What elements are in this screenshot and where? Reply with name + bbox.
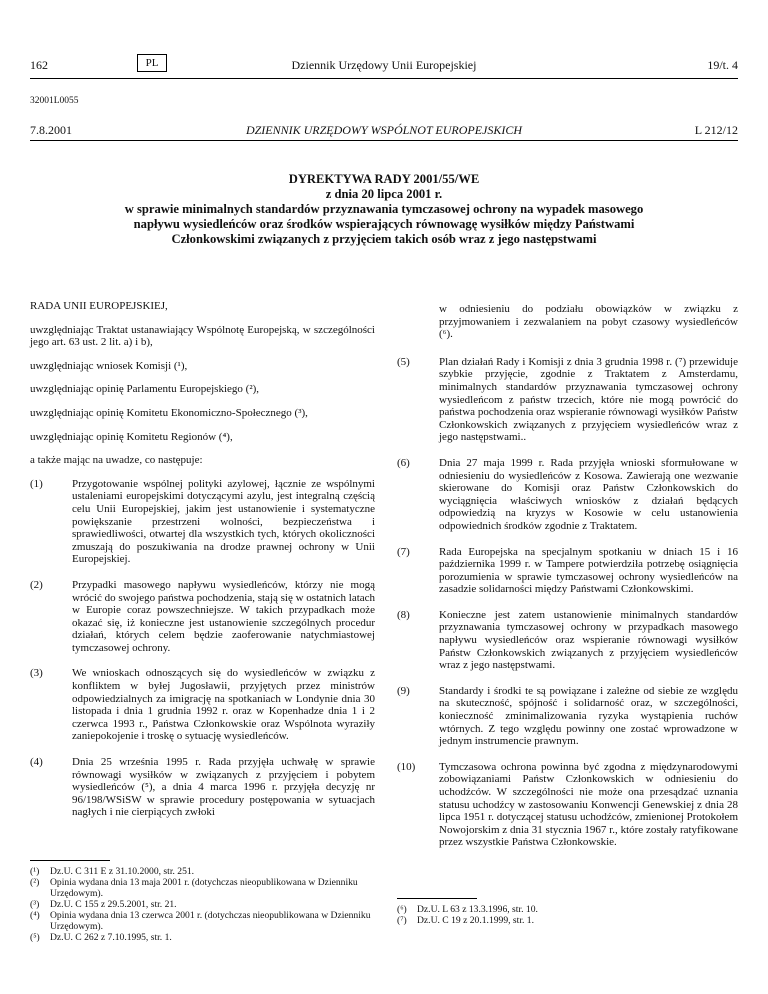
recitals-intro: a także mając na uwadze, co następuje: <box>30 454 203 467</box>
recital <box>397 609 738 672</box>
title-line: z dnia 20 lipca 2001 r. <box>325 187 443 201</box>
recital-number: (2) <box>30 578 43 591</box>
citation: uwzględniając opinię Komitetu Ekonomiczno-Społecznego (³), <box>30 406 308 419</box>
citation: uwzględniając Traktat ustanawiający Wspólnotę Europejską, w szczególności jego art. 63 ust. 2 lit. a) i b), <box>30 323 375 349</box>
recital <box>30 478 375 566</box>
footnote-marker: (³) <box>30 899 40 910</box>
recital-number: (4) <box>30 756 43 769</box>
left-column <box>30 300 375 832</box>
recital-number: (7) <box>397 545 410 558</box>
footnote-marker: (⁷) <box>397 915 407 926</box>
recital-number: (6) <box>397 456 410 469</box>
recital <box>397 685 738 748</box>
page-number: 162 <box>30 58 48 72</box>
recital-text: Dnia 25 września 1995 r. Rada przyjęła uchwałę w sprawie równowagi wysiłków w związanych z przyjęciem i pobytem wysiedleńców (⁵), a dnia 4 marca 1996 r. przyjęła decyzję nr 96/198/WSiSW w sprawie procedury postępowania w sytuacjach nagłych i nie cierpiących zwłoki <box>72 756 375 819</box>
footnote-text: Dz.U. C 262 z 7.10.1995, str. 1. <box>50 932 172 943</box>
recital-text: Dnia 27 maja 1999 r. Rada przyjęła wnioski sformułowane w odniesieniu do wysiedleńców z Kosowa. Zawierają one wezwanie skierowane do Komisji oraz Państw Członkowskich do wyciągnięcia właściwych wniosków z działań będących odpowiedzią na kryzys w Kosowie w celu ustanowienia odpowiednich środków zgodnie z Traktatem. <box>439 456 738 532</box>
recital-text: Przygotowanie wspólnej polityki azylowej, łącznie ze wspólnymi ustaleniami europejskimi dotyczącymi azylu, jest integralną częścią celu Unii Europejskiej, jakim jest ustanowienie i systematyczne powiększanie przestrzeni wolności, bezpieczeństwa i sprawiedliwości, otwartej dla wszystkich tych, których okoliczności zmuszają do poszukiwania na drodze prawnej ochrony w Unii Europejskiej. <box>72 477 375 566</box>
recital <box>397 457 738 533</box>
footnote-marker: (²) <box>30 877 40 888</box>
publication-date: 7.8.2001 <box>30 123 72 137</box>
recital <box>397 356 738 444</box>
right-column <box>397 303 738 862</box>
title-line: napływu wysiedleńców oraz środków wspierających równowagę wysiłków między Państwami <box>133 217 635 231</box>
footnote <box>30 910 375 932</box>
header-rule <box>30 78 738 79</box>
footnotes-left <box>30 866 375 943</box>
citation: uwzględniając opinię Komitetu Regionów (⁴), <box>30 430 233 443</box>
citation: uwzględniając wniosek Komisji (¹), <box>30 359 188 372</box>
recital-text: Przypadki masowego napływu wysiedleńców, którzy nie mogą wrócić do swojego państwa pochodzenia, stają się w ostatnich latach w Europie coraz powszechniejsze. W takich przypadkach może okazać się, iż konieczne jest ustanowienie szczególnych procedur działań, których celem będzie zaoferowanie natychmiastowej tymczasowej ochrony. <box>72 578 376 654</box>
title-line: DYREKTYWA RADY 2001/55/WE <box>288 172 480 186</box>
document-code: 32001L0055 <box>30 96 79 106</box>
footnote-marker: (¹) <box>30 866 40 877</box>
footnote-text: Dz.U. C 311 E z 31.10.2000, str. 251. <box>50 866 195 877</box>
recital-number: (1) <box>30 477 43 490</box>
footnote <box>30 899 375 910</box>
recital-number: (9) <box>397 684 410 697</box>
citation: uwzględniając opinię Parlamentu Europejskiego (²), <box>30 383 260 396</box>
journal-reference: L 212/12 <box>694 123 738 137</box>
recital <box>397 546 738 596</box>
recital-text: Standardy i środki te są powiązane i zależne od siebie ze względu na skuteczność, spójność i solidarność oraz, w szczególności, konieczność zminimalizowania ryzyka wystąpienia ruchów wtórnych. Z tego względu powinny one zostać wprowadzone w jednym instrumencie prawnym. <box>439 684 738 748</box>
footnote <box>30 866 375 877</box>
journal-title: Dziennik Urzędowy Unii Europejskiej <box>291 58 477 72</box>
recital-text: Tymczasowa ochrona powinna być zgodna z międzynarodowymi zobowiązaniami Państw Członkowskich w odniesieniu do uchodźców. W szczególności nie może ona przesądzać uznania statusu uchodźcy w zastosowaniu Konwencji Genewskiej z dnia 28 lipca 1951 r. dotyczącej statusu uchodźców, zmienionej Protokołem Nowojorskim z dnia 31 stycznia 1967 r., które zostały ratyfikowane przez wszystkie Państwa Członkowskie. <box>439 760 738 849</box>
recital-text: Rada Europejska na specjalnym spotkaniu w dniach 15 i 16 października 1999 r. w Tampere potwierdziła potrzebę osiągnięcia porozumienia w sprawie tymczasowej ochrony wysiedleńców na zasadzie solidarności między Państwami Członkowskimi. <box>439 545 738 596</box>
footnote-text: Dz.U. C 155 z 29.5.2001, str. 21. <box>50 899 177 910</box>
recital-text: Plan działań Rady i Komisji z dnia 3 grudnia 1998 r. (⁷) przewiduje szybkie przyjęcie, zgodnie z Traktatem z Amsterdamu, minimalnych standardów przyznawania tymczasowej ochrony wysiedleńcom z państw trzecich, które nie mogą powrócić do państwa pochodzenia oraz wspieranie równowagi wysiłków Państw Członkowskich związanych z przyjęciem wysiedleńców wraz z jego następstwami.. <box>439 355 738 444</box>
directive-title <box>30 172 738 247</box>
footnote-text: Opinia wydana dnia 13 czerwca 2001 r. (dotychczas nieopublikowana w Dzienniku Urzędowym). <box>50 910 371 932</box>
recital <box>30 667 375 743</box>
footnote <box>397 904 738 915</box>
recital-text: We wnioskach odnoszących się do wysiedleńców w związku z konfliktem w byłej Jugosławii, przyjętych przez ministrów odpowiedzialnych za imigrację na spotkaniach w Londynie dnia 30 listopada i dnia 1 grudnia 1992 r. oraz w Kopenhadze dnia 1 i 2 czerwca 1993 r., Państwa Członkowskie oraz Wspólnota wyraziły zaniepokojenie i troskę o sytuację wysiedleńców. <box>72 667 375 743</box>
recital-text: Konieczne jest zatem ustanowienie minimalnych standardów przyznawania tymczasowej ochrony w przypadkach masowego napływu wysiedleńców oraz wspieranie równowagi wysiłków Państw Członkowskich związanych z przyjęciem wysiedleńców wraz z jego następstwami. <box>439 608 738 672</box>
footnote-marker: (⁶) <box>397 904 407 915</box>
volume-number: 19/t. 4 <box>707 58 738 72</box>
footnotes-right <box>397 904 738 926</box>
recital <box>30 579 375 655</box>
continued-text: w odniesieniu do podziału obowiązków w związku z przyjmowaniem i zezwalaniem na pobyt czasowy wysiedleńców (⁶). <box>439 303 738 341</box>
title-line: w sprawie minimalnych standardów przyznawania tymczasowej ochrony na wypadek masowego <box>124 202 644 216</box>
footnote-text: Dz.U. C 19 z 20.1.1999, str. 1. <box>417 915 534 926</box>
footnote-text: Opinia wydana dnia 13 maja 2001 r. (dotychczas nieopublikowana w Dzienniku Urzędowym). <box>50 877 358 899</box>
subheader-rule <box>30 140 738 141</box>
footnote-rule <box>397 898 477 899</box>
recital-number: (3) <box>30 667 43 680</box>
footnote-marker: (⁴) <box>30 910 40 921</box>
recital-number: (5) <box>397 355 410 368</box>
recital-number: (8) <box>397 608 410 621</box>
footnote-marker: (⁵) <box>30 932 40 943</box>
council-intro: RADA UNII EUROPEJSKIEJ, <box>30 300 168 312</box>
footnote <box>397 915 738 926</box>
recital <box>397 761 738 849</box>
footnote-rule <box>30 860 110 861</box>
footnote <box>30 877 375 899</box>
recital-number: (10) <box>397 760 416 773</box>
language-box: PL <box>137 54 167 72</box>
old-journal-title: DZIENNIK URZĘDOWY WSPÓLNOT EUROPEJSKICH <box>245 123 523 137</box>
footnote <box>30 932 375 943</box>
footnote-text: Dz.U. L 63 z 13.3.1996, str. 10. <box>417 904 538 915</box>
title-line: Członkowskimi związanych z przyjęciem takich osób wraz z jego następstwami <box>171 232 597 246</box>
recital <box>30 756 375 819</box>
